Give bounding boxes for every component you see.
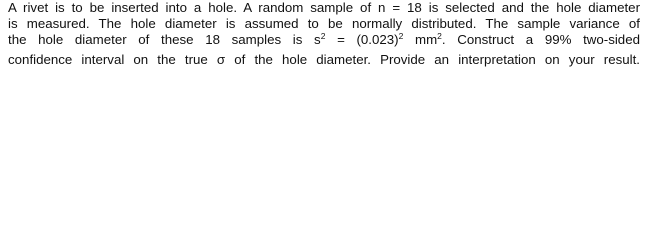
unit-exponent: 2 [437,31,442,41]
problem-line-3-text-c: mm [403,32,438,47]
problem-line-3-text-b: = (0.023) [325,32,399,47]
problem-line-3-text-a: the hole diameter of these 18 samples is s [8,32,321,47]
problem-line-1: A rivet is to be inserted into a hole. A random sample of n = 18 is selected and the hole diameter [8,0,640,15]
problem-line-3-text-d: . Construct a 99% two-sided [441,32,640,47]
problem-line-2: is measured. The hole diameter is assumed to be normally distributed. The sample variance of [8,16,640,31]
problem-statement [8,0,640,68]
value-exponent: 2 [398,31,404,41]
problem-line-3 [8,32,640,48]
problem-line-4: confidence interval on the true σ of the hole diameter. Provide an interpretation on your result. [8,52,640,67]
variance-exponent: 2 [320,31,326,41]
